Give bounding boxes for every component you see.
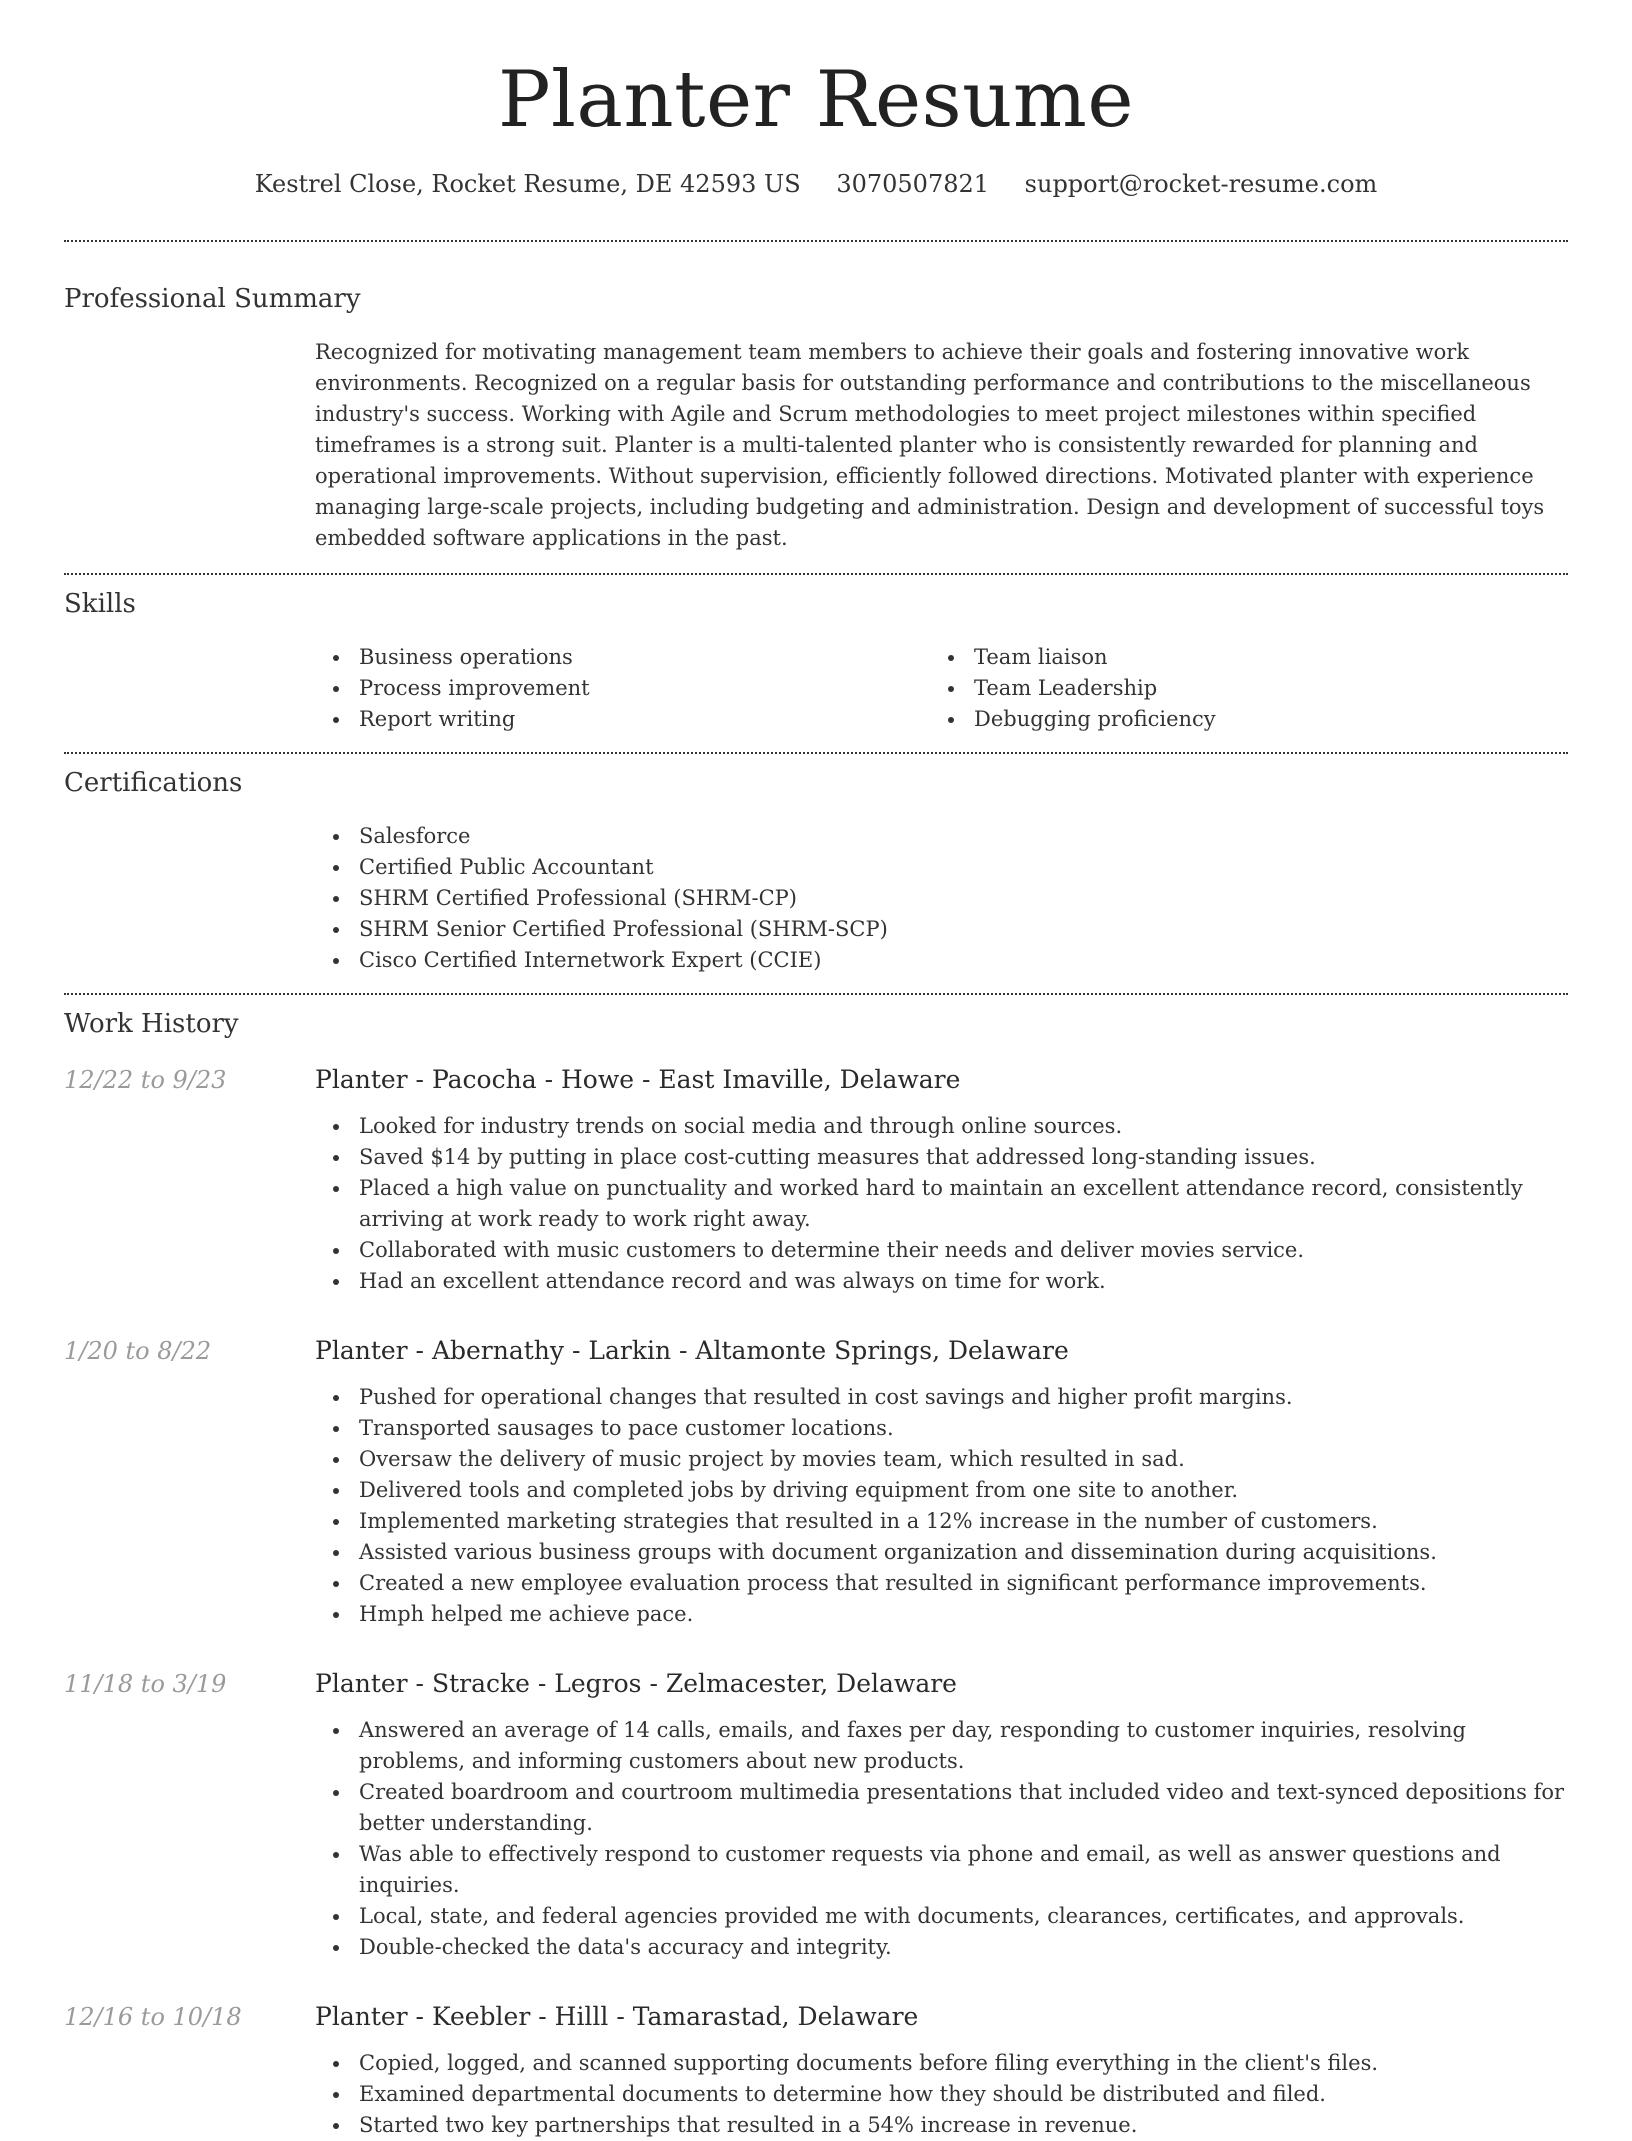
skills-title: Skills <box>64 589 136 619</box>
contact-address: Kestrel Close, Rocket Resume, DE 42593 US <box>254 170 801 198</box>
skill-item: Process improvement <box>315 673 930 704</box>
job-bullet: Assisted various business groups with document organization and dissemination during acquisitions. <box>315 1537 1568 1568</box>
certification-item: Cisco Certified Internetwork Expert (CCIE) <box>315 945 1568 976</box>
certification-item: Certified Public Accountant <box>315 852 1568 883</box>
certifications-section <box>64 754 1568 976</box>
job-entry <box>64 1063 1568 1297</box>
job-bullets <box>315 2048 1568 2141</box>
contact-phone: 3070507821 <box>836 170 990 198</box>
skills-section <box>64 575 1568 735</box>
job-entry <box>64 2000 1568 2141</box>
skill-item: Team liaison <box>930 642 1568 673</box>
job-bullet: Delivered tools and completed jobs by driving equipment from one site to another. <box>315 1475 1568 1506</box>
job-date: 12/22 to 9/23 <box>64 1066 227 1094</box>
skill-item: Business operations <box>315 642 930 673</box>
job-date: 12/16 to 10/18 <box>64 2003 242 2031</box>
job-bullet: Saved $14 by putting in place cost-cutting measures that addressed long-standing issues. <box>315 1142 1568 1173</box>
work-section <box>64 995 1568 2141</box>
resume-name: Planter Resume <box>497 55 1135 145</box>
skill-item: Debugging proficiency <box>930 704 1568 735</box>
job-bullet: Pushed for operational changes that resulted in cost savings and higher profit margins. <box>315 1382 1568 1413</box>
certifications-list <box>315 821 1568 976</box>
job-bullet: Implemented marketing strategies that resulted in a 12% increase in the number of customers. <box>315 1506 1568 1537</box>
contact-email: support@rocket-resume.com <box>1024 170 1378 198</box>
skill-item: Report writing <box>315 704 930 735</box>
job-title: Planter - Pacocha - Howe - East Imaville, Delaware <box>315 1065 961 1094</box>
job-title: Planter - Abernathy - Larkin - Altamonte Springs, Delaware <box>315 1336 1069 1365</box>
skills-list-left <box>315 642 930 735</box>
resume-page <box>64 0 1568 2137</box>
job-bullet: Collaborated with music customers to determine their needs and deliver movies service. <box>315 1235 1568 1266</box>
resume-header <box>64 0 1568 200</box>
job-bullet: Hmph helped me achieve pace. <box>315 1599 1568 1630</box>
summary-text: Recognized for motivating management team members to achieve their goals and fostering innovative work environments. Recognized on a regular basis for outstanding performance and contributions to the miscellaneous industry's success. Working with Agile and Scrum methodologies to meet project milestones within specified timeframes is a strong suit. Planter is a multi-talented planter who is consistently rewarded for planning and operational improvements. Without supervision, efficiently followed directions. Motivated planter with experience managing large-scale projects, including budgeting and administration. Design and development of successful toys embedded software applications in the past. <box>315 340 1545 550</box>
job-bullet: Local, state, and federal agencies provided me with documents, clearances, certificates, and approvals. <box>315 1901 1568 1932</box>
job-bullet: Created a new employee evaluation process that resulted in significant performance improvements. <box>315 1568 1568 1599</box>
job-bullet: Had an excellent attendance record and was always on time for work. <box>315 1266 1568 1297</box>
job-bullets <box>315 1715 1568 1963</box>
job-bullet: Looked for industry trends on social media and through online sources. <box>315 1111 1568 1142</box>
job-bullets <box>315 1111 1568 1297</box>
job-date: 1/20 to 8/22 <box>64 1337 212 1365</box>
job-title: Planter - Keebler - Hilll - Tamarastad, Delaware <box>315 2002 919 2031</box>
job-bullet: Oversaw the delivery of music project by movies team, which resulted in sad. <box>315 1444 1568 1475</box>
job-bullet: Answered an average of 14 calls, emails, and faxes per day, responding to customer inquiries, resolving problems, and informing customers about new products. <box>315 1715 1568 1777</box>
job-bullet: Transported sausages to pace customer locations. <box>315 1413 1568 1444</box>
work-title: Work History <box>64 1009 239 1039</box>
job-entry <box>64 1667 1568 1963</box>
job-bullet: Placed a high value on punctuality and worked hard to maintain an excellent attendance record, consistently arriving at work ready to work right away. <box>315 1173 1568 1235</box>
job-bullet: Copied, logged, and scanned supporting documents before filing everything in the client's files. <box>315 2048 1568 2079</box>
certification-item: Salesforce <box>315 821 1568 852</box>
job-date: 11/18 to 3/19 <box>64 1670 227 1698</box>
summary-title: Professional Summary <box>64 284 361 314</box>
certification-item: SHRM Certified Professional (SHRM-CP) <box>315 883 1568 914</box>
summary-section <box>64 242 1568 554</box>
contact-line <box>64 168 1568 200</box>
job-bullet: Was able to effectively respond to customer requests via phone and email, as well as answer questions and inquiries. <box>315 1839 1568 1901</box>
certification-item: SHRM Senior Certified Professional (SHRM-SCP) <box>315 914 1568 945</box>
job-bullet: Examined departmental documents to determine how they should be distributed and filed. <box>315 2079 1568 2110</box>
certifications-title: Certifications <box>64 768 243 798</box>
job-bullets <box>315 1382 1568 1630</box>
job-bullet: Double-checked the data's accuracy and integrity. <box>315 1932 1568 1963</box>
skills-list-right <box>930 642 1568 735</box>
job-bullet: Started two key partnerships that resulted in a 54% increase in revenue. <box>315 2110 1568 2141</box>
job-title: Planter - Stracke - Legros - Zelmacester, Delaware <box>315 1669 957 1698</box>
job-entry <box>64 1334 1568 1630</box>
skill-item: Team Leadership <box>930 673 1568 704</box>
job-bullet: Created boardroom and courtroom multimedia presentations that included video and text-synced depositions for better understanding. <box>315 1777 1568 1839</box>
